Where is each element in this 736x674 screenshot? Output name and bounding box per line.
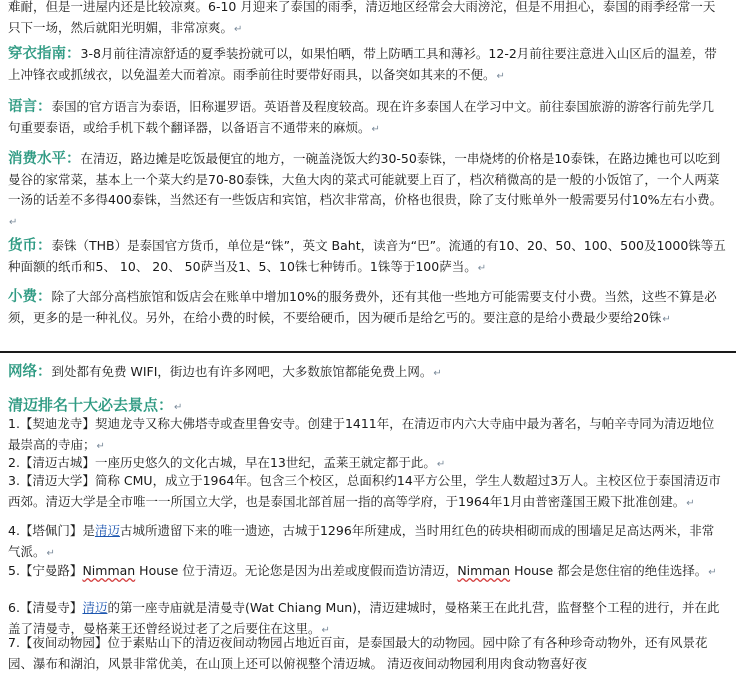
section-divider [0,351,736,353]
attraction-title: 4.【塔佩门】 [8,523,83,538]
attraction-description: 位于素贴山下的清迈夜间动物园占地近百亩，是泰国最大的动物园。园中除了有各种珍奇动物外，还有风景花园、瀑布和湖泊，风景非常优美，在山顶上还可以俯视整个清迈城。 清迈夜间动物园利用肉食动物喜好夜 [8,635,708,671]
tipping-heading: 小费： [8,289,52,305]
network-heading: 网络： [8,364,52,380]
list-item [8,521,726,564]
climate-text: 难耐，但是一进屋内还是比较凉爽。6-10 月迎来了泰国的雨季，清迈地区经常会大雨滂沱，但是不用担心，泰国的雨季经常一天只下一场，然后就阳光明媚，非常凉爽。 [8,0,716,35]
paragraph-mark-icon: ↵ [436,459,446,470]
attraction-title: 1.【契迪龙寺】 [8,416,95,431]
currency-heading: 货币： [8,238,52,254]
list-item [8,414,726,457]
clothing-paragraph [8,44,726,87]
paragraph-mark-icon: ↵ [371,123,380,135]
paragraph-mark-icon: ↵ [9,216,18,228]
attraction-title: 3.【清迈大学】 [8,473,95,488]
paragraph-mark-icon: ↵ [686,497,695,509]
paragraph-mark-icon: ↵ [708,567,717,578]
paragraph-mark-icon: ↵ [46,547,55,559]
climate-paragraph [8,0,726,40]
attraction-title: 6.【清曼寺】 [8,600,83,615]
attraction-title: 7.【夜间动物园】 [8,635,108,650]
attraction-description: 是 [82,523,95,538]
list-item [8,633,726,674]
chiang-mai-link[interactable]: 清迈 [82,600,108,615]
spending-heading: 消费水平： [8,151,81,167]
language-paragraph [8,97,726,140]
paragraph-mark-icon: ↵ [662,313,671,325]
attraction-description: 古城所遗留下来的唯一遗迹，古城于1296年所建成，当时用红色的砖块相砌而成的围墙足足高达两米，非常气派。 [8,523,715,559]
paragraph-mark-icon: ↵ [433,368,442,379]
attraction-description: 契迪龙寺又称大佛塔寺或查里鲁安寺。创建于1411年，在清迈市内六大寺庙中最为著名，与帕辛寺同为清迈地位最崇高的寺庙； [8,416,715,452]
tipping-text: 除了大部分高档旅馆和饭店会在账单中增加10%的服务费外，还有其他一些地方可能需要支付小费。当然，这些不算是必须，更多的是一种礼仪。另外，在给小费的时候，不要给硬币，因为硬币是给乞丐的。要注意的是给小费最少要给20铢 [8,289,717,325]
attraction-description: 简称 CMU，成立于1964年。包含三个校区，总面积约14平方公里，学生人数超过3万人。主校区位于泰国清迈市西郊。清迈大学是全市唯一一所国立大学，也是泰国北部首屈一指的高等学府，于1964年1月由普密蓬国王殿下批准创建。 [8,473,721,509]
paragraph-mark-icon: ↵ [477,262,487,274]
network-text: 到处都有免费 WIFI，街边也有许多网吧，大多数旅馆都能免费上网。 [51,364,433,379]
attraction-description: House 位于清迈。无论您是因为出差或度假而造访清迈， [135,563,458,578]
list-item [8,561,726,584]
attraction-description: 一座历史悠久的文化古城，早在13世纪，孟莱王就定都于此。 [94,455,436,470]
attraction-title: 2.【清迈古城】 [8,455,95,470]
network-paragraph [8,362,726,385]
attraction-title: 5.【宁曼路】 [8,563,83,578]
attractions-heading: 清迈排名十大必去景点： [8,396,174,414]
attraction-description: House 都会是您住宿的绝佳选择。 [510,563,708,578]
attraction-description: 的第一座寺庙就是清曼寺(Wat Chiang Mun)，清迈建城时，曼格莱王在此扎营，监督整个工程的进行，并在此盖了清曼寺，曼格莱王还曾经说过老了之后要住在这里。 [8,600,720,636]
currency-text: 泰铢（THB）是泰国官方货币，单位是“铢”，英文 Baht，读音为“巴”。流通的有10、20、50、100、500及1000铢等五种面额的纸币和5、 10、 20、 50萨当及1、5、10铢七种铸币。1铢等于100萨当。 [8,238,726,274]
spending-paragraph [8,149,726,233]
language-heading: 语言： [8,99,52,115]
paragraph-mark-icon: ↵ [496,70,505,82]
currency-paragraph [8,236,726,279]
spellcheck-word: Nimman [82,563,136,578]
language-text: 泰国的官方语言为泰语，旧称暹罗语。英语普及程度较高。现在许多泰国人在学习中文。前往泰国旅游的游客行前先学几句重要泰语，或给手机下载个翻译器，以备语言不通带来的麻烦。 [8,99,715,135]
paragraph-mark-icon: ↵ [96,440,105,452]
tipping-paragraph [8,287,726,330]
list-item [8,471,726,514]
clothing-text: 3-8月前往清凉舒适的夏季装扮就可以，如果怕晒，带上防晒工具和薄衫。12-2月前往要注意进入山区后的温差，带上冲锋衣或抓绒衣，以免温差大而着凉。雨季前往时要带好雨具，以备突如其来的不便。 [8,46,717,82]
clothing-heading: 穿衣指南： [8,46,81,62]
paragraph-mark-icon: ↵ [321,624,330,636]
paragraph-mark-icon: ↵ [234,23,243,35]
spending-text: 在清迈，路边摊是吃饭最便宜的地方，一碗盖浇饭大约30-50泰铢，一串烧烤的价格是10泰铢，在路边摊也可以吃到曼谷的家常菜，基本上一个菜大约是70-80泰铢，大鱼大肉的菜式可能就要上百了，档次稍微高的是一般的小饭馆了，一个人两菜一汤的话差不多得400泰铢，当然还有一些饭店和宾馆，档次非常高，价格也很贵，除了支付账单外一般需要另付10%左右小费。 [8,151,723,207]
spellcheck-word: Nimman [457,563,511,578]
paragraph-mark-icon: ↵ [174,402,183,413]
chiang-mai-link[interactable]: 清迈 [94,523,120,538]
